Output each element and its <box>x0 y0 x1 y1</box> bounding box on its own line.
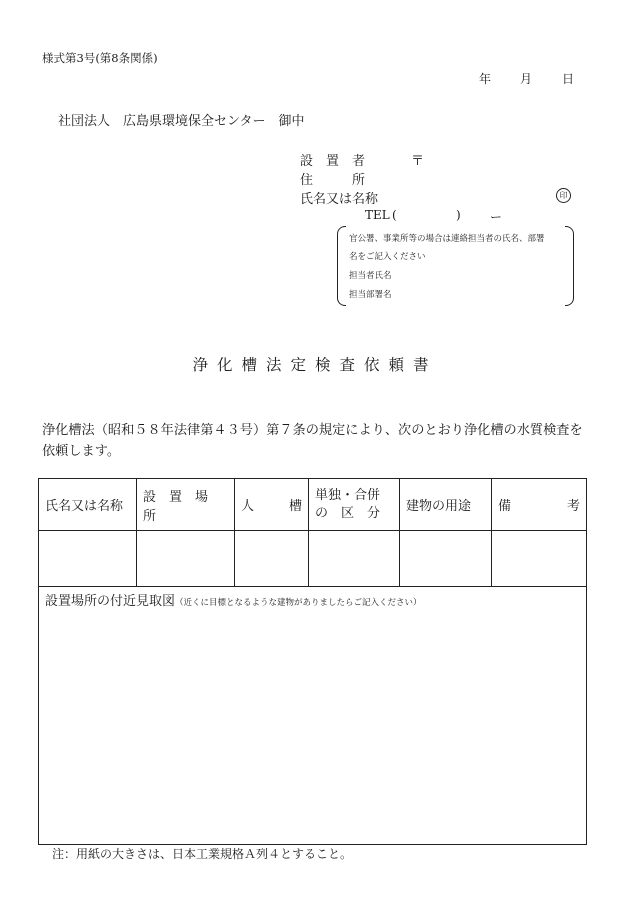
seal-icon: 印 <box>556 188 571 203</box>
map-row <box>39 587 587 845</box>
header-type-line2: の 区 分 <box>315 505 381 521</box>
value-use-cell[interactable] <box>400 531 492 587</box>
header-remarks <box>492 479 587 531</box>
contact-note-line1: 官公署、事業所等の場合は連絡担当者の氏名、部署 <box>349 234 545 244</box>
header-remarks-b: 考 <box>566 499 580 514</box>
map-area[interactable] <box>39 587 587 845</box>
value-location-cell[interactable] <box>137 531 235 587</box>
table-value-row <box>39 531 587 587</box>
date-month-label: 月 <box>520 72 533 86</box>
contact-name-label: 担当者氏名 <box>349 271 392 281</box>
value-name-cell[interactable] <box>39 531 137 587</box>
tel-open-paren: ( <box>392 208 397 222</box>
header-type-line1: 単独・合併 <box>315 487 381 503</box>
map-label: 設置場所の付近見取図 <box>45 594 176 609</box>
tel-label: TEL <box>365 208 390 222</box>
date-day-label: 日 <box>562 72 575 86</box>
date-year-label: 年 <box>479 72 492 86</box>
header-persons-a: 人 <box>241 499 255 514</box>
tel-close-paren: ) <box>456 208 461 222</box>
installer-label: 設 置 者 <box>300 154 366 169</box>
document-title: 浄化槽法定検査依頼書 <box>192 356 438 374</box>
postal-mark: 〒 <box>411 154 425 169</box>
value-type-cell[interactable] <box>309 531 400 587</box>
contact-note-box <box>337 226 574 304</box>
value-persons-cell[interactable] <box>235 531 309 587</box>
right-bracket <box>565 226 574 306</box>
header-type <box>309 479 400 531</box>
contact-dept-label: 担当部署名 <box>349 290 392 300</box>
left-bracket <box>337 226 346 306</box>
addressee: 社団法人 広島県環境保全センター 御中 <box>58 114 305 129</box>
header-location: 設 置 場 所 <box>137 479 235 531</box>
value-remarks-cell[interactable] <box>492 531 587 587</box>
header-name: 氏名又は名称 <box>39 479 137 531</box>
name-label: 氏名又は名称 <box>300 192 379 207</box>
tel-dash: ー <box>490 210 503 224</box>
form-number: 様式第3号(第8条関係) <box>42 51 158 65</box>
header-use: 建物の用途 <box>400 479 492 531</box>
header-remarks-a: 備 <box>498 499 512 514</box>
footnote: 注：用紙の大きさは、日本工業規格Ａ列４とすること。 <box>52 847 353 861</box>
contact-note-line2: 名をご記入ください <box>349 252 426 262</box>
table-header-row <box>39 479 587 531</box>
intro-text: 浄化槽法（昭和５８年法律第４３号）第７条の規定により、次のとおり浄化槽の水質検査を依頼します。 <box>42 423 583 459</box>
map-note: （近くに目標となるような建物がありましたらご記入ください） <box>175 598 422 608</box>
request-table <box>38 478 587 845</box>
address-label: 住 所 <box>300 173 366 188</box>
header-persons-b: 槽 <box>288 499 302 514</box>
header-persons <box>235 479 309 531</box>
